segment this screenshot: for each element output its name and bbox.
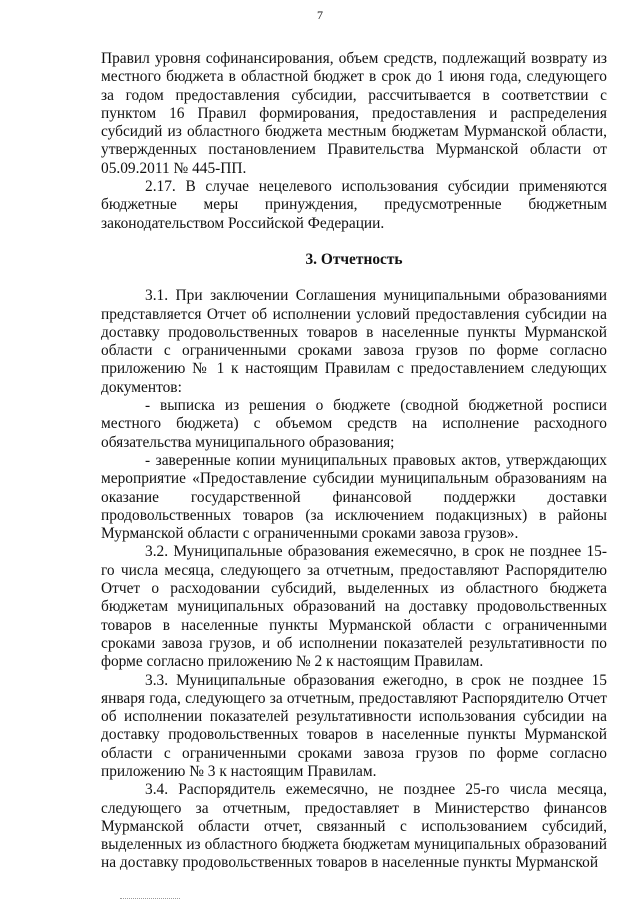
list-item-legal-acts: - заверенные копии муниципальных правовых актов, утверждающих мероприятие «Предоставление субсидии муниципальным образованиям на оказание государственной финансовой поддержки доставки продовольственных товаров (за исключением подакцизных) в районы Мурманской области с ограниченными сроками завоза грузов». — [101, 451, 607, 543]
footer-mark — [120, 898, 180, 899]
page-number: 7 — [317, 8, 323, 22]
paragraph-continuation: Правил уровня софинансирования, объем средств, подлежащий возврату из местного бюджета в областной бюджет в срок до 1 июня года, следующего за годом предоставления субсидии, рассчитывается в соответствии с пунктом 16 Правил формирования, предоставления и распределения субсидий из областного бюджета местным бюджетам Мурманской области, утвержденных постановлением Правительства Мурманской области от 05.09.2011 № 445-ПП. — [101, 50, 607, 177]
paragraph-2-17: 2.17. В случае нецелевого использования субсидии применяются бюджетные меры принуждения, предусмотренные бюджетным законодательством Российской Федерации. — [101, 178, 607, 232]
paragraph-3-3: 3.3. Муниципальные образования ежегодно, в срок не позднее 15 января года, следующего за отчетным, предоставляют Распорядителю Отчет об исполнении показателей результативности использования субсидии на доставку продовольственных товаров в населенные пункты Мурманской области с ограниченными сроками завоза грузов по форме согласно приложению № 3 к настоящим Правилам. — [101, 671, 607, 780]
paragraph-3-2: 3.2. Муниципальные образования ежемесячно, в срок не позднее 15-го числа месяца, следующего за отчетным, предоставляют Распорядителю Отчет о расходовании субсидий, выделенных из областного бюджета бюджетам муниципальных образований на доставку продовольственных товаров в населенные пункты Мурманской области с ограниченными сроками завоза грузов, и об исполнении показателей результативности по форме согласно приложению № 2 к настоящим Правилам. — [101, 543, 607, 671]
list-item-budget-extract: - выписка из решения о бюджете (сводной бюджетной росписи местного бюджета) с объемом средств на исполнение расходного обязательства муниципального образования; — [101, 397, 607, 451]
section-heading: 3. Отчетность — [305, 250, 403, 268]
document-body — [101, 50, 607, 873]
paragraph-3-4: 3.4. Распорядитель ежемесячно, не позднее 25-го числа месяца, следующего за отчетным, предоставляет в Министерство финансов Мурманской области отчет, связанный с использованием субсидий, выделенных из областного бюджета бюджетам муниципальных образований на доставку продовольственных товаров в населенные пункты Мурманской — [101, 781, 607, 872]
paragraph-3-1: 3.1. При заключении Соглашения муниципальными образованиями представляется Отчет об исполнении условий предоставления субсидии на доставку продовольственных товаров в населенные пункты Мурманской области с ограниченными сроками завоза грузов по форме согласно приложению № 1 к настоящим Правилам с предоставлением следующих документов: — [101, 287, 607, 396]
